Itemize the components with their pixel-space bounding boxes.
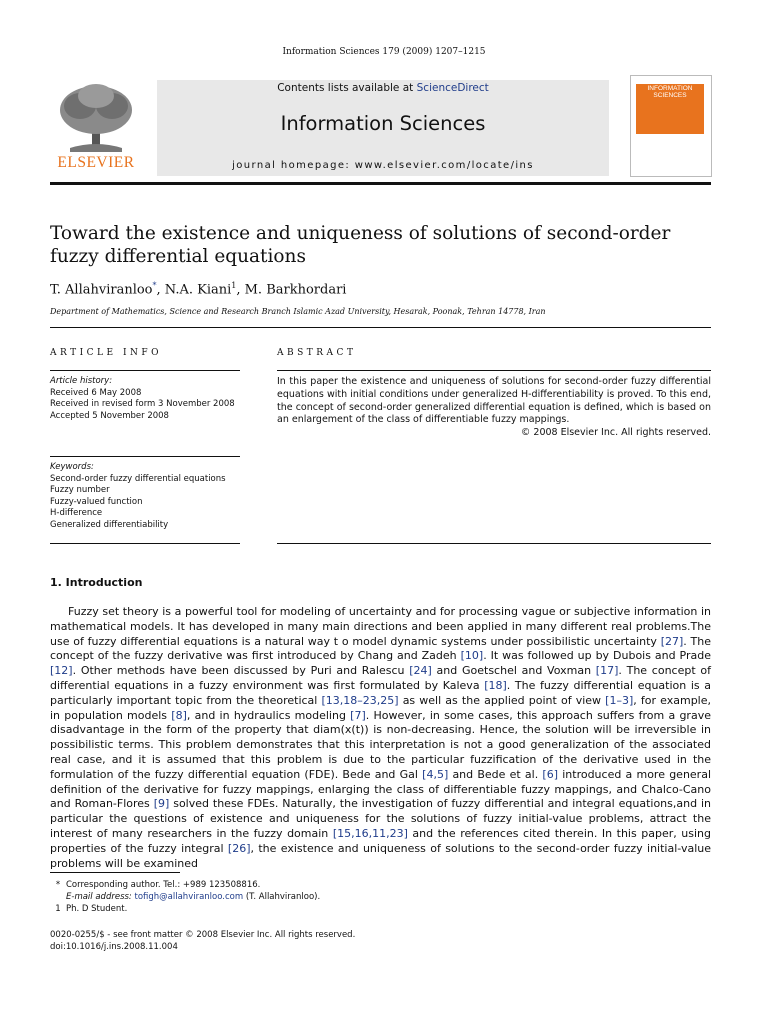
intro-text: . It was followed up by Dubois and Prade — [483, 649, 711, 663]
keyword-item: Second-order fuzzy differential equations — [50, 473, 226, 484]
citation-link[interactable]: [8] — [171, 708, 187, 722]
keyword-item: Fuzzy number — [50, 485, 110, 495]
introduction-paragraph — [50, 605, 711, 871]
author-1[interactable]: T. Allahviranloo — [50, 282, 153, 298]
history-label: Article history: — [50, 376, 113, 386]
keyword-item: Generalized differentiability — [50, 519, 169, 530]
cover-title: INFORMATION SCIENCES — [647, 85, 693, 99]
intro-text: . The fuzzy differential equation is a particularly important topic from the theoretical — [50, 678, 712, 707]
abstract-copyright: © 2008 Elsevier Inc. All rights reserved. — [520, 427, 711, 439]
email-owner: (T. Allahviranloo). — [243, 892, 321, 902]
intro-text: , the existence and uniqueness of solutions to the second-order fuzzy initial-value problems will be examined — [50, 841, 711, 870]
intro-text: . The concept of differential equations in a fuzzy environment was first formulated by Kaleva — [50, 664, 712, 692]
author-separator: , — [236, 282, 245, 298]
header-rule — [50, 182, 711, 185]
author-2[interactable]: N.A. Kiani — [164, 282, 232, 298]
citation-link[interactable]: [15,16,11,23] — [332, 826, 408, 840]
article-history — [50, 376, 240, 422]
abstract-rule — [277, 370, 711, 371]
intro-text: , and in hydraulics modeling — [186, 708, 351, 722]
intro-text: as well as the applied point of view — [398, 693, 606, 707]
citation-link[interactable]: [10] — [460, 649, 484, 663]
intro-text: and Goetschel and Voxman — [431, 664, 596, 678]
citation-link[interactable]: [27] — [660, 634, 684, 648]
citation-link[interactable]: [26] — [227, 841, 251, 855]
citation-link[interactable]: [4,5] — [422, 767, 449, 781]
intro-text: . However, in some cases, this approach suffers from a grave disadvantage in the form of the property that diam(x(t)) is non-decreasing. Hence, the solution will be irreversible in possibilistic terms. This problem demonstrates that this interpretation is not a good generalization of the associated real case, and it is assumed that this problem is due to the particular fuzzification of the derivative used in the formulation of the fuzzy differential equation (FDE). Bede and Gal — [50, 708, 711, 781]
keyword-item: H-difference — [50, 508, 103, 518]
front-matter-meta — [50, 929, 710, 953]
footnote-mark: * — [55, 880, 61, 890]
article-info-rule — [50, 370, 240, 371]
revised-date: Received in revised form 3 November 2008 — [50, 399, 235, 409]
issn-line: 0020-0255/$ - see front matter © 2008 Elsevier Inc. All rights reserved. — [50, 930, 356, 940]
intro-text: . Other methods have been discussed by Puri and Ralescu — [72, 664, 410, 678]
footnote-rule — [50, 872, 180, 873]
elsevier-wordmark: ELSEVIER — [57, 154, 135, 171]
citation-link[interactable]: [1–3] — [605, 693, 634, 707]
citation-link[interactable]: [13,18–23,25] — [321, 693, 399, 707]
keywords-rule — [50, 456, 240, 457]
paper-title: Toward the existence and uniqueness of solutions of second-order fuzzy differential equations — [50, 223, 671, 267]
author-1-mark[interactable]: * — [152, 281, 157, 290]
citation-link[interactable]: [24] — [409, 664, 432, 678]
divider-rule — [50, 327, 711, 328]
citation-link[interactable]: [18] — [484, 678, 507, 692]
footnote-student — [50, 903, 710, 915]
author-2-mark[interactable]: 1 — [231, 281, 237, 290]
article-info-bottom-rule — [50, 543, 240, 544]
contents-prefix: Contents lists available at — [277, 82, 417, 94]
intro-text: introduced a more general definition of the derivative for fuzzy mappings, enlarging the class of differentiable fuzzy mappings, and Chalco-Cano and Roman-Flores — [50, 767, 711, 811]
keywords-block — [50, 462, 240, 531]
abstract-body — [277, 376, 711, 440]
email-label: E-mail address: — [66, 892, 135, 902]
received-date: Received 6 May 2008 — [50, 387, 142, 398]
email-link[interactable]: tofigh@allahviranloo.com — [134, 892, 244, 902]
corresponding-author-note: Corresponding author. Tel.: +989 123508816. — [66, 880, 261, 890]
journal-homepage[interactable]: journal homepage: www.elsevier.com/locate/ins — [232, 160, 534, 171]
intro-text: . The concept of the fuzzy derivative was first introduced by Chang and Zadeh — [50, 634, 712, 663]
keyword-item: Fuzzy-valued function — [50, 496, 143, 507]
journal-title: Information Sciences — [280, 112, 486, 135]
intro-text: and the references cited therein. In this paper, using properties of the fuzzy integral — [50, 826, 711, 855]
intro-text: and Bede et al. — [448, 767, 543, 781]
footnote-mark: 1 — [55, 904, 61, 914]
intro-text: Fuzzy set theory is a powerful tool for modeling of uncertainty and for processing vague or subjective information in mathematical models. It has developed in many main directions and been applied in many different real problems.The use of fuzzy differential equations is a natural way t o model dynamic systems under possibilistic uncertainty — [50, 605, 711, 648]
affiliation: Department of Mathematics, Science and Research Branch Islamic Azad University, Hesarak, Poonak, Tehran 14778, Iran — [50, 307, 546, 316]
footnote-corresponding — [50, 879, 710, 903]
citation-link[interactable]: [17] — [595, 664, 619, 678]
accepted-date: Accepted 5 November 2008 — [50, 410, 169, 421]
section-heading-introduction: 1. Introduction — [50, 576, 143, 589]
abstract-text: In this paper the existence and uniqueness of solutions for second-order fuzzy differential equations with initial conditions under generalized H-differentiability is proved. To this end, the concept of second-order generalized differential equation is defined, which is based on an enlargement of the class of differentiable fuzzy mappings. — [277, 376, 711, 426]
intro-text: solved these FDEs. Naturally, the investigation of fuzzy differential and integral equations,and in particular the questions of existence and uniqueness for the solutions of fuzzy initial-value problems, attract the interest of many researchers in the fuzzy domain — [50, 797, 712, 840]
author-3[interactable]: M. Barkhordari — [244, 282, 347, 298]
intro-text: , for example, in population models — [50, 693, 711, 722]
footnotes — [50, 879, 710, 915]
keywords-label: Keywords: — [50, 462, 94, 472]
contents-line — [157, 82, 609, 94]
abstract-bottom-rule — [277, 543, 711, 544]
doi-line[interactable]: doi:10.1016/j.ins.2008.11.004 — [50, 942, 178, 952]
sciencedirect-link[interactable]: ScienceDirect — [416, 82, 489, 94]
citation-link[interactable]: [9] — [153, 797, 170, 811]
author-separator: , — [156, 282, 165, 298]
journal-cover-image — [630, 75, 712, 177]
abstract-heading: ABSTRACT — [277, 348, 357, 358]
citation-link[interactable]: [12] — [50, 664, 73, 678]
citation-link[interactable]: [6] — [542, 767, 559, 781]
article-info-heading: ARTICLE INFO — [50, 348, 163, 358]
journal-reference: Information Sciences 179 (2009) 1207–1215 — [282, 47, 486, 57]
citation-link[interactable]: [7] — [350, 708, 366, 722]
student-note: Ph. D Student. — [66, 904, 128, 914]
author-list — [50, 281, 690, 297]
